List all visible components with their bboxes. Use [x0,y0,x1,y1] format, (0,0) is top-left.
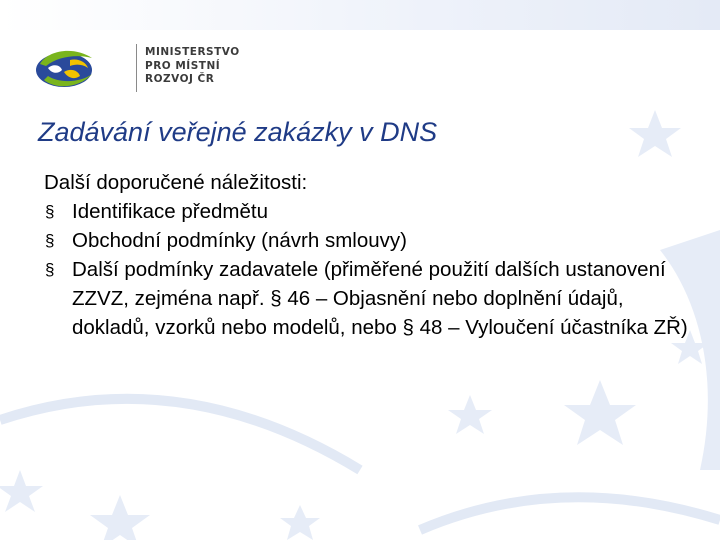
ministry-name-line-2: PRO MÍSTNÍ [145,59,221,72]
bullet-item [44,226,694,255]
ministry-emblem-icon [34,46,96,90]
slide-content [44,168,694,342]
ministry-name-line-3: ROZVOJ ČR [145,73,215,85]
bullet-item [44,197,694,226]
bullet-text: Identifikace předmětu [72,200,269,223]
bullet-symbol: § [45,202,55,221]
slide-title: Zadávání veřejné zakázky v DNS [38,117,438,147]
ministry-name [145,46,240,87]
intro-text: Další doporučené náležitosti: [44,171,308,194]
bullet-item [44,255,694,342]
ministry-logo [34,44,240,94]
ministry-name-line-1: MINISTERSTVO [145,46,240,58]
bullet-text: Obchodní podmínky (návrh smlouvy) [72,229,407,252]
bullet-text: Další podmínky zadavatele (přiměřené použití dalších ustanovení ZZVZ, zejména např. § 46 – Objasnění nebo doplnění údajů, dokladů, vzorků nebo modelů, nebo § 48 – Vyloučení účastníka ZŘ) [72,258,688,339]
bullet-symbol: § [45,260,55,279]
bullet-symbol: § [45,231,55,250]
logo-divider [136,44,137,92]
